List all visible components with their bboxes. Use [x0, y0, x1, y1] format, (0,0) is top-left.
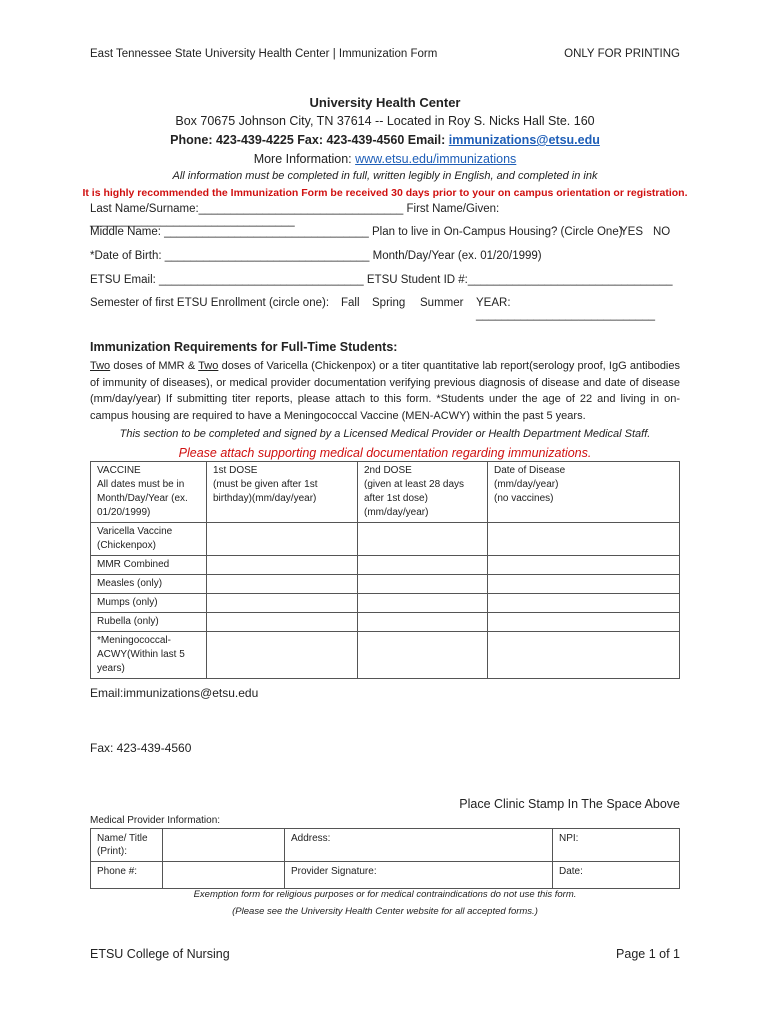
provider-heading: Medical Provider Information:: [90, 815, 221, 826]
disease-cell: [488, 594, 680, 613]
npi-label: NPI:: [553, 829, 680, 862]
dose2-cell: [358, 523, 488, 556]
contact-line: [0, 133, 770, 147]
disease-cell: [488, 556, 680, 575]
disease-cell: [488, 575, 680, 594]
semester-row: [90, 297, 680, 321]
footer-left: ETSU College of Nursing: [90, 947, 230, 961]
signature-label: Provider Signature:: [285, 862, 553, 889]
more-info-line: [0, 152, 770, 166]
phone-label: Phone #:: [91, 862, 163, 889]
more-prefix: More Information:: [253, 152, 356, 166]
dose2-cell: [358, 556, 488, 575]
requirements-paragraph: [90, 358, 680, 425]
contact-prefix: Phone: 423-439-4225 Fax: 423-439-4560 Email:: [170, 133, 449, 147]
disease-cell: [488, 523, 680, 556]
dose1-cell: [207, 613, 358, 632]
header-vaccine: VACCINE All dates must be in Month/Day/Year (ex. 01/20/1999): [91, 462, 207, 523]
table-row: [91, 575, 680, 594]
dose2-cell: [358, 594, 488, 613]
housing-no-option: NO: [653, 226, 671, 238]
address-line: Box 70675 Johnson City, TN 37614 -- Located in Roy S. Nicks Hall Ste. 160: [175, 114, 595, 128]
email-link[interactable]: immunizations@etsu.edu: [448, 133, 600, 147]
table-row: [91, 523, 680, 556]
header-disease: Date of Disease (mm/day/year) (no vaccines): [488, 462, 680, 523]
header-dose2: 2nd DOSE (given at least 28 days after 1st dose)(mm/day/year): [358, 462, 488, 523]
contact-email: Email:immunizations@etsu.edu: [90, 686, 259, 700]
vaccine-mumps: Mumps (only): [91, 594, 207, 613]
contact-fax: Fax: 423-439-4560: [90, 741, 192, 755]
attach-note: Please attach supporting medical documentation regarding immunizations.: [178, 446, 592, 460]
table-row: [91, 594, 680, 613]
provider-row-1: [91, 829, 680, 862]
semester-summer: Summer: [420, 297, 464, 309]
form-title: University Health Center: [309, 95, 461, 110]
requirements-heading: Immunization Requirements for Full-Time Students:: [90, 340, 398, 354]
year-field: YEAR: ____________________________: [476, 297, 656, 321]
warning-text: It is highly recommended the Immunization Form be received 30 days prior to your on campus orientation or registration.: [82, 187, 688, 199]
dose1-cell: [207, 632, 358, 679]
instruction-text: All information must be completed in full, written legibly in English, and completed in ink: [172, 170, 598, 182]
name-title-label: Name/ Title (Print):: [91, 829, 163, 862]
disease-cell: [488, 632, 680, 679]
exemption-website-note: (Please see the University Health Center website for all accepted forms.): [232, 906, 538, 917]
semester-spring: Spring: [372, 297, 406, 309]
dose2-cell: [358, 575, 488, 594]
semester-label: Semester of first ETSU Enrollment (circle one):: [90, 297, 330, 309]
dose2-cell: [358, 632, 488, 679]
vaccine-meningococcal: *Meningococcal-ACWY(Within last 5 years): [91, 632, 207, 679]
provider-row-2: [91, 862, 680, 889]
table-row: [91, 632, 680, 679]
req-text-2: doses of Varicella (Chickenpox) or a titer quantitative lab report(serology proof, IgG antibodies of immunity of diseases), or medical provider documentation verifying previous diagnosis of disease and date of disease (mm/day/year) If submitting titer reports, please attach to this form. *Students under the age of 22 and living in on-campus housing are required to have a Meningococcal Vaccine (MEN-ACWY) within the past 5 years.: [90, 360, 680, 423]
exemption-note: Exemption form for religious purposes or for medical contraindications do not use this form.: [193, 889, 577, 900]
two-varicella: Two: [198, 360, 219, 372]
provider-table: [90, 828, 680, 889]
provider-note: This section to be completed and signed by a Licensed Medical Provider or Health Department Medical Staff.: [119, 428, 651, 440]
vaccine-table: [90, 461, 680, 679]
housing-yes-option: YES: [620, 226, 644, 238]
header-left: East Tennessee State University Health Center | Immunization Form: [90, 48, 438, 60]
name-field-row: Last Name/Surname:________________________________ First Name/Given: ________________________________: [90, 203, 500, 227]
page-number: Page 1 of 1: [616, 947, 680, 961]
dose1-cell: [207, 575, 358, 594]
vaccine-rubella: Rubella (only): [91, 613, 207, 632]
middle-name-row: [90, 226, 680, 238]
dose2-cell: [358, 613, 488, 632]
semester-fall: Fall: [341, 297, 360, 309]
dose1-cell: [207, 594, 358, 613]
middle-name-field: Middle Name: ________________________________ Plan to live in On-Campus Housing? (Circle One): [90, 226, 623, 238]
name-title-field[interactable]: [163, 829, 285, 862]
date-label: Date:: [553, 862, 680, 889]
vaccine-table-header: [91, 462, 680, 523]
vaccine-varicella: Varicella Vaccine (Chickenpox): [91, 523, 207, 556]
disease-cell: [488, 613, 680, 632]
email-id-row: ETSU Email: ________________________________ ETSU Student ID #:________________________________: [90, 274, 673, 286]
req-text-1: doses of MMR &: [110, 360, 199, 372]
clinic-stamp-note: Place Clinic Stamp In The Space Above: [459, 797, 680, 811]
header-dose1: 1st DOSE (must be given after 1st birthday)(mm/day/year): [207, 462, 358, 523]
table-row: [91, 556, 680, 575]
table-row: [91, 613, 680, 632]
website-link[interactable]: www.etsu.edu/immunizations: [355, 152, 517, 166]
two-mmr: Two: [90, 360, 111, 372]
vaccine-mmr: MMR Combined: [91, 556, 207, 575]
dose1-cell: [207, 523, 358, 556]
header-right: ONLY FOR PRINTING: [564, 48, 680, 60]
dob-row: *Date of Birth: ________________________________ Month/Day/Year (ex. 01/20/1999): [90, 250, 542, 262]
address-label: Address:: [285, 829, 553, 862]
dose1-cell: [207, 556, 358, 575]
vaccine-measles: Measles (only): [91, 575, 207, 594]
phone-field[interactable]: [163, 862, 285, 889]
